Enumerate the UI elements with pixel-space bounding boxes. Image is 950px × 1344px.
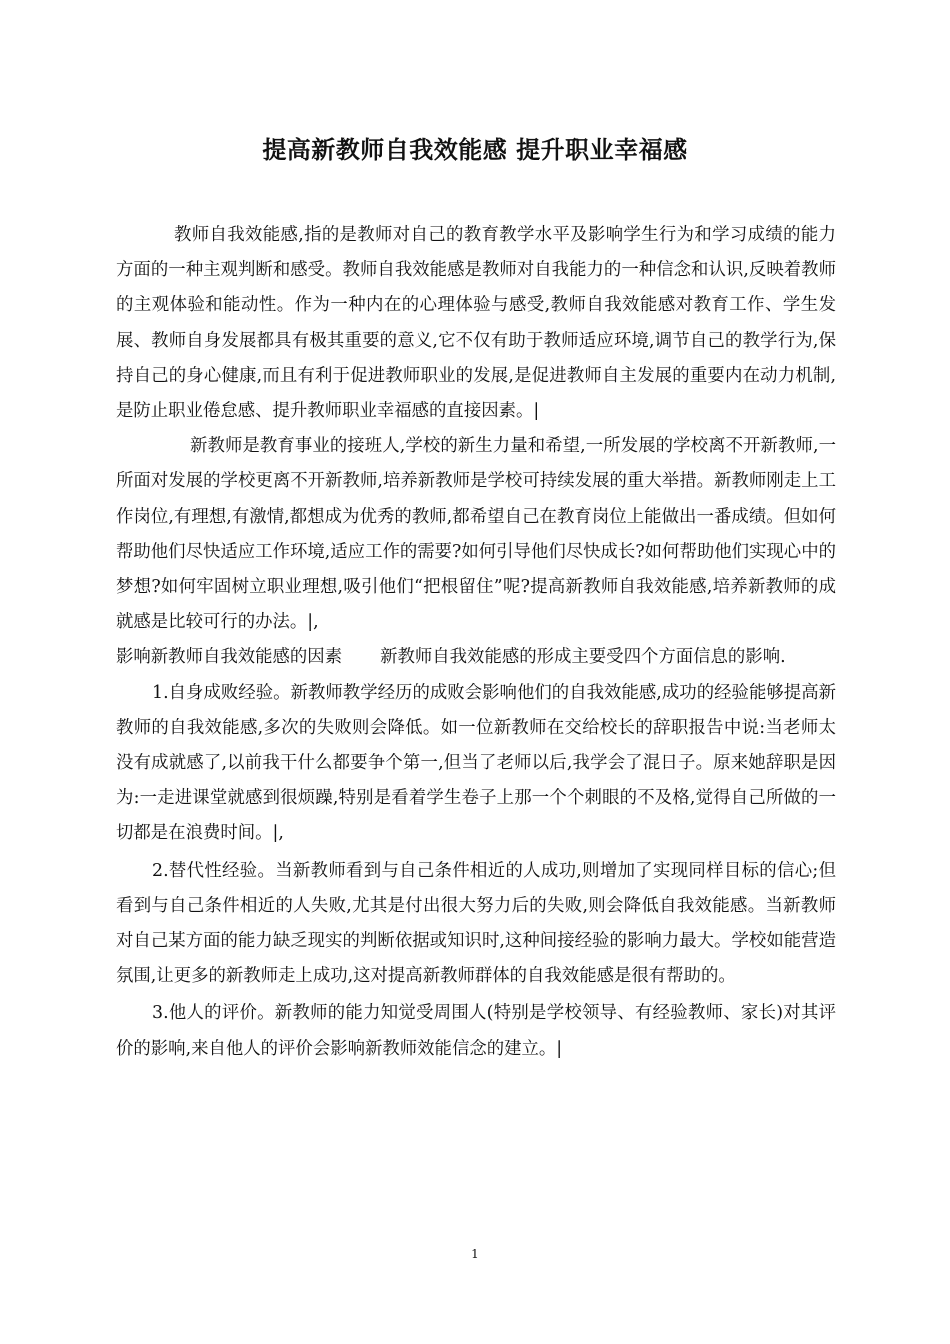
factors-heading: 影响新教师自我效能感的因素: [116, 647, 343, 668]
document-body: [116, 218, 836, 1067]
paragraph-new-teacher: 新教师是教育事业的接班人,学校的新生力量和希望,一所发展的学校离不开新教师,一所面对发展的学校更离不开新教师,培养新教师是学校可持续发展的重大举措。新教师刚走上工作岗位,有理想,有激情,都想成为优秀的教师,都希望自己在教育岗位上能做出一番成绩。但如何帮助他们尽快适应工作环境,适应工作的需要?如何引导他们尽快成长?如何帮助他们实现心中的梦想?如何牢固树立职业理想,吸引他们“把根留住”呢?提高新教师自我效能感,培养新教师的成就感是比较可行的办法。|,: [116, 436, 836, 633]
page-number: 1: [471, 1247, 479, 1261]
paragraph-factors: [116, 640, 836, 675]
paragraph-item-1: 1.自身成败经验。新教师教学经历的成败会影响他们的自我效能感,成功的经验能够提高新教师的自我效能感,多次的失败则会降低。如一位新教师在交给校长的辞职报告中说:当老师太没有成就感了,以前我干什么都要争个第一,但当了老师以后,我学会了混日子。原来她辞职是因为:一走进课堂就感到很烦躁,特别是看着学生卷子上那一个个刺眼的不及格,觉得自己所做的一切都是在浪费时间。|,: [116, 682, 836, 844]
factors-intro: 新教师自我效能感的形成主要受四个方面信息的影响.: [380, 647, 786, 668]
paragraph-item-2: 2.替代性经验。当新教师看到与自己条件相近的人成功,则增加了实现同样目标的信心;但看到与自己条件相近的人失败,尤其是付出很大努力后的失败,则会降低自我效能感。当新教师对自己某方面的能力缺乏现实的判断依据或知识时,这种间接经验的影响力最大。学校如能营造氛围,让更多的新教师走上成功,这对提高新教师群体的自我效能感是很有帮助的。: [116, 860, 836, 987]
paragraph-item-3: 3.他人的评价。新教师的能力知觉受周围人(特别是学校领导、有经验教师、家长)对其评价的影响,来自他人的评价会影响新教师效能信念的建立。|: [116, 1003, 836, 1059]
document-title: 提高新教师自我效能感 提升职业幸福感: [262, 135, 688, 164]
paragraph-intro: 教师自我效能感,指的是教师对自己的教育教学水平及影响学生行为和学习成绩的能力方面的一种主观判断和感受。教师自我效能感是教师对自我能力的一种信念和认识,反映着教师的主观体验和能动性。作为一种内在的心理体验与感受,教师自我效能感对教育工作、学生发展、教师自身发展都具有极其重要的意义,它不仅有助于教师适应环境,调节自己的教学行为,保持自己的身心健康,而且有利于促进教师职业的发展,是促进教师自主发展的重要内在动力机制,是防止职业倦怠感、提升教师职业幸福感的直接因素。|: [116, 225, 836, 422]
